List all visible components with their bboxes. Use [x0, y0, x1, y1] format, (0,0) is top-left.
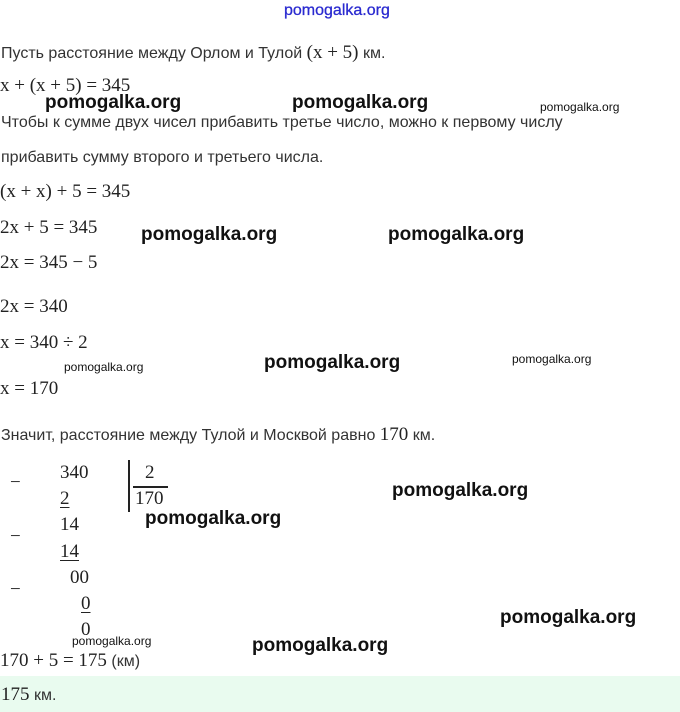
- rule-line-2: прибавить сумму второго и третьего числа.: [1, 149, 324, 166]
- conclusion-unit: км.: [408, 427, 436, 444]
- equation-4: 2x = 345 − 5: [0, 252, 98, 273]
- conclusion-math: 170: [379, 424, 409, 445]
- final-equation: [0, 650, 140, 672]
- division-divisor: 2: [145, 462, 155, 483]
- watermark: pomogalka.org: [141, 224, 278, 245]
- equation-7: x = 170: [0, 378, 59, 399]
- final-equation-math: 170 + 5 = 175: [0, 650, 107, 671]
- watermark: pomogalka.org: [72, 634, 152, 648]
- intro-text: Пусть расстояние между Орлом и Тулой: [1, 45, 307, 62]
- division-subtrahend-2: 14: [60, 541, 79, 562]
- rule-line-1: Чтобы к сумме двух чисел прибавить третье число, можно к первому числу: [1, 114, 563, 131]
- division-minus-3: −: [10, 579, 21, 600]
- division-remainder-2: 00: [70, 567, 89, 588]
- watermark: pomogalka.org: [500, 607, 637, 628]
- division-subtrahend-3: 0: [81, 593, 91, 614]
- division-remainder-1: 14: [60, 514, 79, 535]
- division-minus-1: −: [10, 472, 21, 493]
- watermark: pomogalka.org: [512, 352, 592, 366]
- conclusion-text: Значит, расстояние между Тулой и Москвой равно: [1, 427, 380, 444]
- division-dividend: 340: [60, 462, 89, 483]
- answer-line: [1, 684, 56, 706]
- intro-math: (x + 5): [306, 42, 359, 63]
- division-minus-2: −: [10, 526, 21, 547]
- watermark: pomogalka.org: [145, 508, 282, 529]
- watermark: pomogalka.org: [64, 360, 144, 374]
- division-quotient: 170: [135, 488, 164, 509]
- watermark-top: pomogalka.org: [284, 2, 390, 19]
- answer-unit: км.: [29, 687, 57, 704]
- answer-box: [0, 676, 680, 712]
- equation-2: (x + x) + 5 = 345: [0, 181, 131, 202]
- division-vertical-line: [128, 460, 130, 512]
- division-subtrahend-1: 2: [60, 488, 70, 509]
- intro-unit: км.: [358, 45, 386, 62]
- equation-6: x = 340 ÷ 2: [0, 332, 88, 353]
- watermark: pomogalka.org: [264, 352, 401, 373]
- watermark: pomogalka.org: [252, 635, 389, 656]
- watermark: pomogalka.org: [392, 480, 529, 501]
- intro-line: [1, 42, 385, 64]
- watermark: pomogalka.org: [388, 224, 525, 245]
- final-equation-unit: (км): [106, 653, 141, 670]
- equation-5: 2x = 340: [0, 296, 68, 317]
- watermark: pomogalka.org: [45, 92, 182, 113]
- watermark: pomogalka.org: [292, 92, 429, 113]
- equation-3: 2x + 5 = 345: [0, 217, 98, 238]
- equation-1: x + (x + 5) = 345: [0, 75, 131, 96]
- conclusion-line: [1, 424, 435, 446]
- division-remainder-3: 0: [81, 619, 91, 640]
- answer-math: 175: [1, 684, 30, 705]
- watermark: pomogalka.org: [540, 100, 620, 114]
